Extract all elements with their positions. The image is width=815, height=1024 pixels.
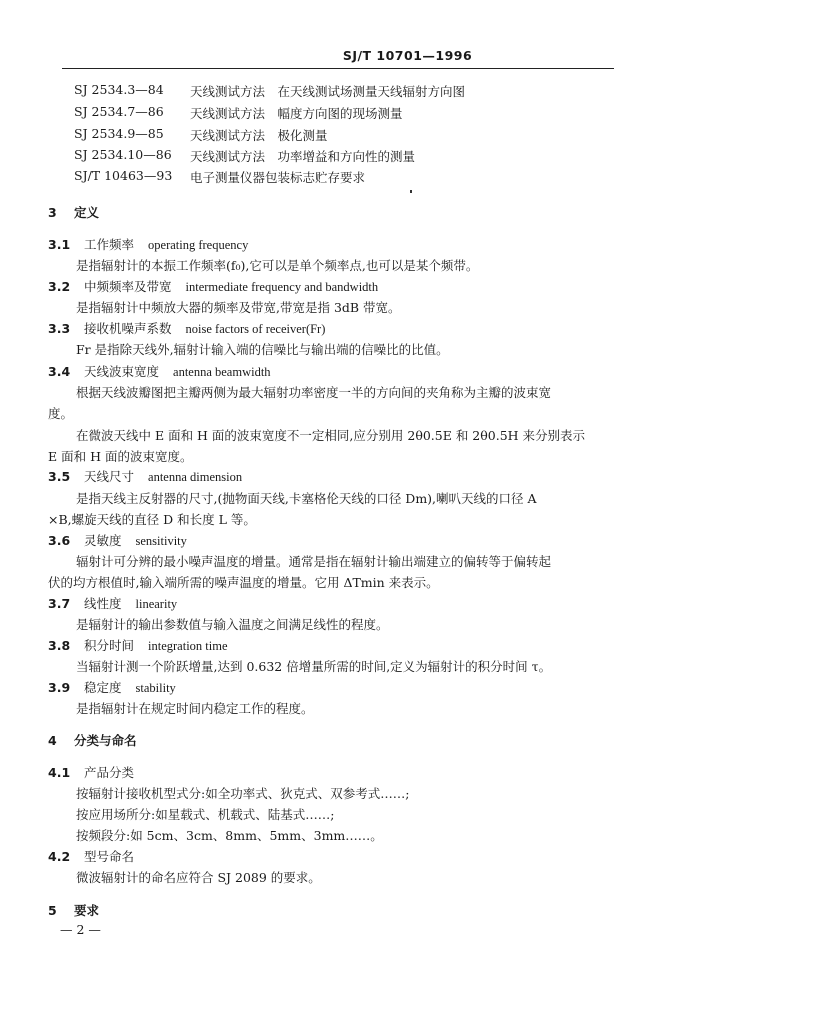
- definition-heading: 3.5 天线尺寸 antenna dimension: [48, 469, 243, 484]
- reference-title: 电子测量仪器包装标志贮存要求: [190, 170, 366, 185]
- reference-code: SJ/T 10463—93: [74, 168, 173, 183]
- definition-text: 当辐射计测一个阶跃增量,达到 0.632 倍增量所需的时间,定义为辐射计的积分时间 τ。: [76, 659, 552, 674]
- definition-text: E 面和 H 面的波束宽度。: [48, 449, 193, 464]
- reference-code: SJ 2534.7—86: [74, 104, 164, 119]
- definition-text: 是指天线主反射器的尺寸,(抛物面天线,卡塞格伦天线的口径 Dm),喇叭天线的口径 A: [76, 491, 537, 506]
- definition-text: 在微波天线中 E 面和 H 面的波束宽度不一定相同,应分别用 2θ0.5E 和 2θ0.5H 来分别表示: [76, 428, 586, 443]
- definition-text: 根据天线波瓣图把主瓣两侧为最大辐射功率密度一半的方向间的夹角称为主瓣的波束宽: [76, 385, 552, 400]
- definition-heading: 3.3 接收机噪声系数 noise factors of receiver(Fr): [48, 321, 326, 336]
- definition-heading: 3.4 天线波束宽度 antenna beamwidth: [48, 364, 271, 379]
- definition-text: 是指辐射计中频放大器的频率及带宽,带宽是指 3dB 带宽。: [76, 300, 401, 315]
- standard-code-header: SJ/T 10701—1996: [342, 48, 473, 63]
- section-heading: 3 定义: [48, 205, 100, 220]
- reference-title: 天线测试方法 极化测量: [190, 128, 328, 143]
- definition-text: 辐射计可分辨的最小噪声温度的增量。通常是指在辐射计输出端建立的偏转等于偏转起: [76, 554, 552, 569]
- definition-text: 是辐射计的输出参数值与输入温度之间满足线性的程度。: [76, 617, 389, 632]
- definition-text: 是指辐射计的本振工作频率(f₀),它可以是单个频率点,也可以是某个频带。: [76, 258, 479, 273]
- definition-text: Fr 是指除天线外,辐射计输入端的信噪比与输出端的信噪比的比值。: [76, 342, 449, 357]
- definition-heading: 3.9 稳定度 stability: [48, 680, 176, 695]
- classification-line: 按辐射计接收机型式分:如全功率式、狄克式、双参考式……;: [76, 786, 410, 801]
- classification-line: 按应用场所分:如星载式、机载式、陆基式……;: [76, 807, 335, 822]
- definition-heading: 3.2 中频频率及带宽 intermediate frequency and bandwidth: [48, 279, 379, 294]
- definition-text: 度。: [48, 406, 74, 421]
- scan-speck: [410, 190, 412, 193]
- reference-title: 天线测试方法 幅度方向图的现场测量: [190, 106, 403, 121]
- definition-text: 是指辐射计在规定时间内稳定工作的程度。: [76, 701, 314, 716]
- definition-text: ×B,螺旋天线的直径 D 和长度 L 等。: [48, 512, 256, 527]
- section-heading: 4 分类与命名: [48, 733, 137, 748]
- definition-heading: 4.1 产品分类: [48, 765, 135, 780]
- classification-line: 按频段分:如 5cm、3cm、8mm、5mm、3mm……。: [76, 828, 383, 843]
- definition-heading: 3.8 积分时间 integration time: [48, 638, 228, 653]
- definition-heading: 4.2 型号命名: [48, 849, 135, 864]
- definition-text: 伏的均方根值时,输入端所需的噪声温度的增量。它用 ΔTmin 来表示。: [48, 575, 439, 590]
- reference-code: SJ 2534.10—86: [74, 147, 172, 162]
- reference-code: SJ 2534.9—85: [74, 126, 164, 141]
- reference-code: SJ 2534.3—84: [74, 82, 164, 97]
- reference-title: 天线测试方法 在天线测试场测量天线辐射方向图: [190, 84, 466, 99]
- page-number: — 2 —: [60, 922, 101, 937]
- definition-heading: 3.6 灵敏度 sensitivity: [48, 533, 187, 548]
- naming-text: 微波辐射计的命名应符合 SJ 2089 的要求。: [76, 870, 321, 885]
- definition-heading: 3.7 线性度 linearity: [48, 596, 178, 611]
- definition-heading: 3.1 工作频率 operating frequency: [48, 237, 249, 252]
- reference-title: 天线测试方法 功率增益和方向性的测量: [190, 149, 416, 164]
- header-rule: [62, 68, 614, 69]
- section-heading: 5 要求: [48, 903, 100, 918]
